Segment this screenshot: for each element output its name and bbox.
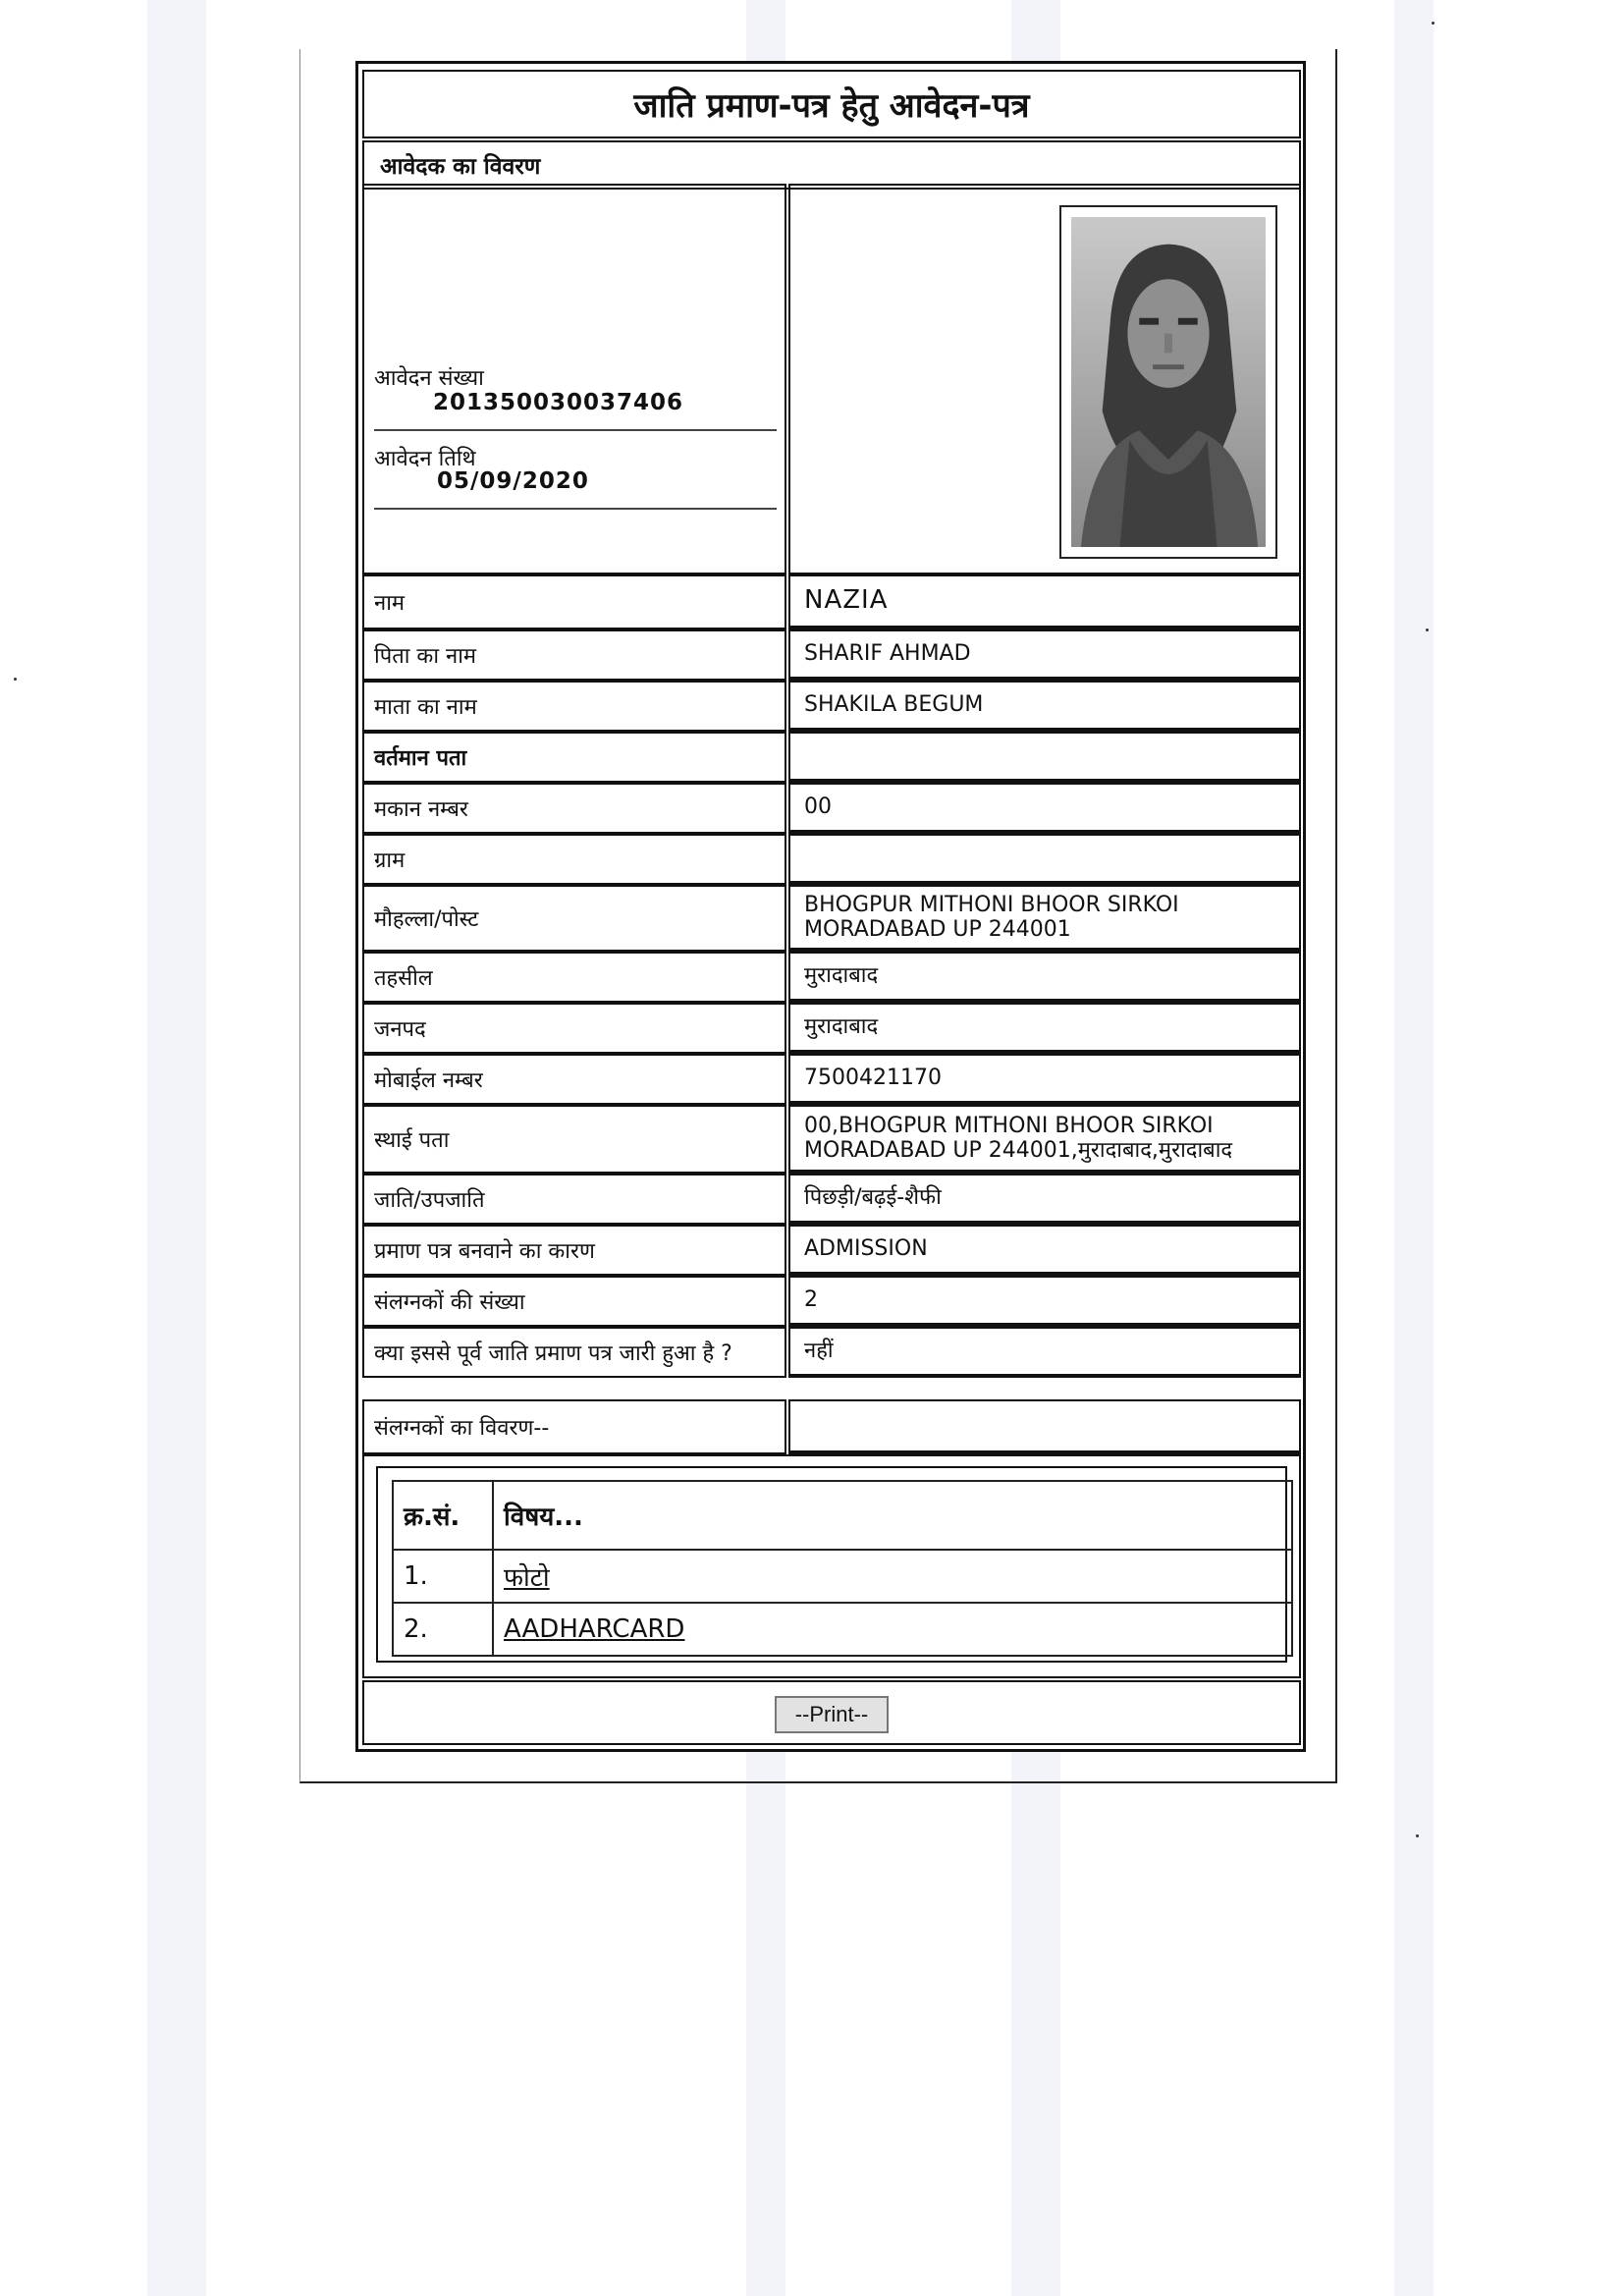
attachment-link-photo[interactable]: फोटो [504,1563,550,1593]
scan-speck [1432,22,1435,25]
application-number: 201350030037406 [433,390,684,415]
scan-speck [14,678,17,681]
subject-cell [493,1603,1292,1656]
table-row [393,1603,1292,1656]
attachment-count-value: 2 [788,1276,1301,1327]
section-title: आवेदक का विवरण [362,140,1301,190]
field-row-permanent-address [362,1105,1301,1174]
current-address-value [788,732,1301,783]
applicant-photo-image [1071,217,1266,547]
application-info [362,184,786,574]
mobile-number-label: मोबाईल नम्बर [362,1054,786,1105]
scan-stripe [1394,0,1434,2296]
father-name-value: SHARIF AHMAD [788,629,1301,681]
field-row-mother-name [362,681,1301,732]
field-row-certificate-reason [362,1225,1301,1276]
print-button[interactable]: --Print-- [775,1696,889,1733]
mohalla-post-label: मौहल्ला/पोस्ट [362,885,786,952]
field-row-tehsil [362,952,1301,1003]
tehsil-label: तहसील [362,952,786,1003]
scan-speck [1426,629,1429,631]
mother-name-value: SHAKILA BEGUM [788,681,1301,732]
tehsil-value: मुरादाबाद [788,952,1301,1003]
field-row-district [362,1003,1301,1054]
scan-stripe [147,0,206,2296]
attachments-section [362,1454,1301,1678]
caste-certificate-application-form [355,61,1306,1752]
field-row-name [362,574,1301,629]
field-row-father-name [362,629,1301,681]
application-date: 05/09/2020 [437,468,589,494]
subject-cell [493,1550,1292,1603]
photo-cell [788,184,1301,574]
village-label: ग्राम [362,834,786,885]
field-row-mohalla-post [362,885,1301,952]
caste-subcaste-value: पिछड़ी/बढ़ई-शैफी [788,1174,1301,1225]
scan-speck [1416,1834,1419,1837]
attachments-details-label: संलग्नकों का विवरण-- [362,1399,786,1454]
applicant-photo [1059,205,1277,559]
column-header-serial: क्र.सं. [393,1481,493,1550]
divider [374,429,777,431]
village-value [788,834,1301,885]
field-row-attachment-count [362,1276,1301,1327]
serial-cell: 2. [393,1603,493,1656]
caste-subcaste-label: जाति/उपजाति [362,1174,786,1225]
field-row-attachments-details [362,1399,1301,1454]
attachment-count-label: संलग्नकों की संख्या [362,1276,786,1327]
attachments-details-value [788,1399,1301,1454]
mobile-number-value: 7500421170 [788,1054,1301,1105]
district-value: मुरादाबाद [788,1003,1301,1054]
field-row-previous-certificate [362,1327,1301,1378]
field-row-mobile-number [362,1054,1301,1105]
attachments-box [376,1466,1287,1663]
house-number-value: 00 [788,783,1301,834]
permanent-address-value: 00,BHOGPUR MITHONI BHOOR SIRKOI MORADABAD UP 244001,मुरादाबाद,मुरादाबाद [788,1105,1301,1174]
mohalla-post-value: BHOGPUR MITHONI BHOOR SIRKOI MORADABAD UP 244001 [788,885,1301,952]
current-address-label: वर्तमान पता [362,732,786,783]
application-number-label: आवेदन संख्या [374,366,484,391]
form-title: जाति प्रमाण-पत्र हेतु आवेदन-पत्र [362,70,1301,138]
previous-certificate-value: नहीं [788,1327,1301,1378]
divider [374,508,777,510]
certificate-reason-label: प्रमाण पत्र बनवाने का कारण [362,1225,786,1276]
name-label: नाम [362,574,786,629]
previous-certificate-label: क्या इससे पूर्व जाति प्रमाण पत्र जारी हुआ है ? [362,1327,786,1378]
serial-cell: 1. [393,1550,493,1603]
application-date-label: आवेदन तिथि [374,447,476,471]
house-number-label: मकान नम्बर [362,783,786,834]
column-header-subject: विषय... [493,1481,1292,1550]
attachments-table [392,1480,1293,1657]
father-name-label: पिता का नाम [362,629,786,681]
permanent-address-label: स्थाई पता [362,1105,786,1174]
name-value: NAZIA [788,574,1301,629]
table-row [393,1550,1292,1603]
field-row-current-address [362,732,1301,783]
field-row-village [362,834,1301,885]
table-header-row [393,1481,1292,1550]
field-row-caste-subcaste [362,1174,1301,1225]
mother-name-label: माता का नाम [362,681,786,732]
certificate-reason-value: ADMISSION [788,1225,1301,1276]
field-row-house-number [362,783,1301,834]
attachment-link-aadharcard[interactable]: AADHARCARD [504,1614,685,1644]
print-row [362,1680,1301,1745]
district-label: जनपद [362,1003,786,1054]
